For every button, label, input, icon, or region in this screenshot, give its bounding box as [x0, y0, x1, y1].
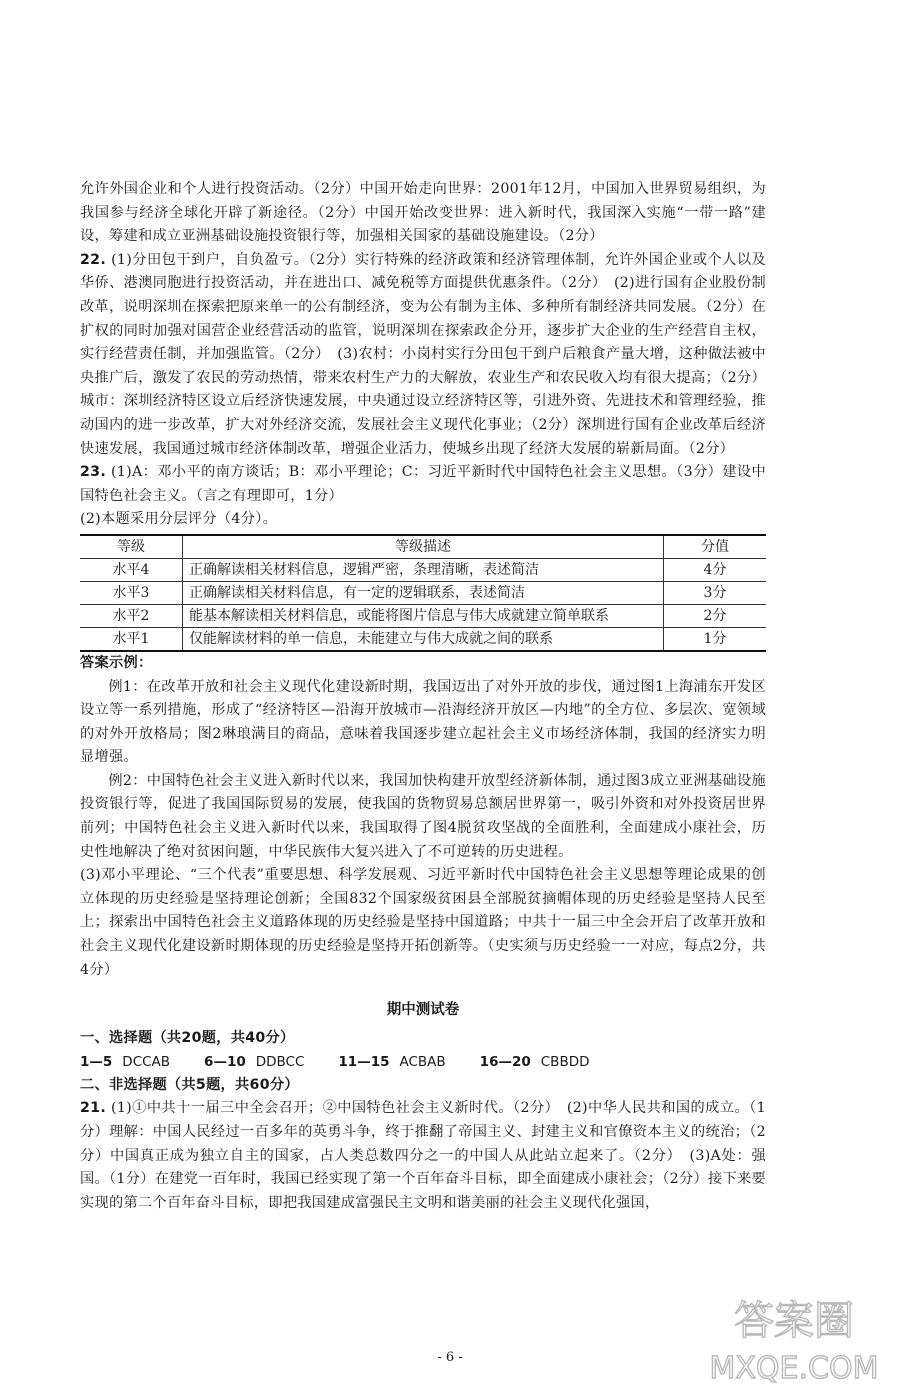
section-title: 期中测试卷	[386, 1002, 460, 1019]
table-row: 水平2 能基本解读相关材料信息，或能将图片信息与伟大成就建立简单联系 2分	[80, 604, 766, 627]
example-heading: 答案示例：	[80, 654, 153, 671]
continued-paragraph: 允许外国企业和个人进行投资活动。（2分）中国开始走向世界：2001年12月，中国加入世界贸易组织，为我国参与经济全球化开辟了新途径。（2分）中国开始改变世界：进入新时代，我国深入实施“一带一路”建设，筹建和成立亚洲基础设施投资银行等，加强相关国家的基础设施建设。（2分）	[80, 181, 766, 245]
watermark-logo	[694, 1290, 894, 1390]
example-1: 例1：在改革开放和社会主义现代化建设新时期，我国迈出了对外开放的步伐，通过图1上海浦东开发区设立等一系列措施，形成了“经济特区—沿海开放城市—沿海经济开放区—内地”的全方位、多层次、宽领域的对外开放格局；图2琳琅满目的商品，意味着我国逐步建立起社会主义市场经济体制，我国的经济实力明显增强。	[80, 678, 766, 766]
question-21: 21. (1)①中共十一届三中全会召开；②中国特色社会主义新时代。（2分） (2)中华人民共和国的成立。（1分）理解：中国人民经过一百多年的英勇斗争，终于推翻了帝国主义、封建主义和官僚资本主义的统治；（2分）中国真正成为独立自主的国家，占人类总数四分之一的中国人从此站立起来了。（2分） (3)A处：强国。（1分）在建党一百年时，我国已经实现了第一个百年奋斗目标，即全面建成小康社会；（2分）接下来要实现的第二个百年奋斗目标，即把我国建成富强民主文明和谐美丽的社会主义现代化强国，	[80, 1100, 766, 1211]
watermark-domain: MXQE.COM	[709, 1351, 879, 1386]
answer-group: 16—20 CBBDD	[479, 1053, 590, 1070]
table-row: 水平1 仅能解读材料的单一信息，未能建立与伟大成就之间的联系 1分	[80, 627, 766, 651]
question-22: 22. (1)分田包干到户，自负盈亏。（2分）实行特殊的经济政策和经济管理体制，允许外国企业或个人以及华侨、港澳同胞进行投资活动，并在进出口、减免税等方面提供优惠条件。（2分） (2)进行国有企业股份制改革，说明深圳在探索把原来单一的公有制经济，变为公有制为主体、多种所有制经济共同发展。（2分）在扩权的同时加强对国营企业经营活动的监管，说明深圳在探索政企分开，逐步扩大企业的生产经营自主权，实行经营责任制，并加强监管。（2分） (3)农村：小岗村实行分田包干到户后粮食产量大增，这种做法被中央推广后，激发了农民的劳动热情，带来农村生产力的大解放，农业生产和农民收入均有很大提高；（2分）城市：深圳经济特区设立后经济快速发展，中央通过设立经济特区等，引进外资、先进技术和管理经验，推动国内的进一步改革，扩大对外经济交流，发展社会主义现代化事业；（2分）深圳进行国有企业改革后经济快速发展，我国通过城市经济体制改革，增强企业活力，使城乡出现了经济大发展的崭新局面。（2分）	[80, 251, 766, 457]
header-score: 分值	[664, 535, 767, 559]
page-number: - 6 -	[437, 1350, 463, 1365]
table-row: 水平4 正确解读相关材料信息，逻辑严密，条理清晰，表述简洁 4分	[80, 558, 766, 581]
grading-table	[80, 534, 766, 652]
answer-key	[80, 1051, 766, 1074]
table-row: 水平3 正确解读相关材料信息，有一定的逻辑联系，表述简洁 3分	[80, 581, 766, 604]
example-2: 例2：中国特色社会主义进入新时代以来，我国加快构建开放型经济新体制，通过图3成立亚洲基础设施投资银行等，促进了我国国际贸易的发展，使我国的货物贸易总额居世界第一，吸引外资和对外投资居世界前列；中国特色社会主义进入新时代以来，我国取得了图4脱贫攻坚战的全面胜利，全面建成小康社会，历史性地解决了绝对贫困问题，中华民族伟大复兴进入了不可逆转的历史进程。	[80, 772, 766, 860]
header-level: 等级	[80, 535, 183, 559]
answer-group: 1—5 DCCAB	[80, 1053, 171, 1070]
section-heading-choice: 一、选择题（共20题，共40分）	[80, 1030, 295, 1047]
question-number: 22.	[80, 251, 107, 268]
section-heading-nonchoice: 二、非选择题（共5题，共60分）	[80, 1076, 299, 1093]
header-description: 等级描述	[183, 535, 664, 559]
answer-group: 6—10 DDBCC	[204, 1053, 305, 1070]
page-content	[80, 178, 766, 1215]
question-23-part1: 23. (1)A：邓小平的南方谈话；B：邓小平理论；C：习近平新时代中国特色社会主义思想。（3分）建设中国特色社会主义。（言之有理即可，1分）	[80, 464, 767, 504]
question-23-part3: (3)邓小平理论、“三个代表”重要思想、科学发展观、习近平新时代中国特色社会主义思想等理论成果的创立体现的历史经验是坚持理论创新；全国832个国家级贫困县全部脱贫摘帽体现的历史经验是坚持人民至上；探索出中国特色社会主义道路体现的历史经验是坚持中国道路；中共十一届三中全会开启了改革开放和社会主义现代化建设新时期体现的历史经验是坚持开拓创新等。（史实须与历史经验一一对应，每点2分，共4分）	[80, 867, 766, 978]
question-number: 21.	[80, 1100, 107, 1117]
answer-group: 11—15 ACBAB	[338, 1053, 446, 1070]
question-number: 23.	[80, 464, 107, 481]
watermark-logo-text: 答案圈	[734, 1298, 854, 1344]
question-23-part2: (2)本题采用分层评分（4分）。	[80, 511, 278, 528]
